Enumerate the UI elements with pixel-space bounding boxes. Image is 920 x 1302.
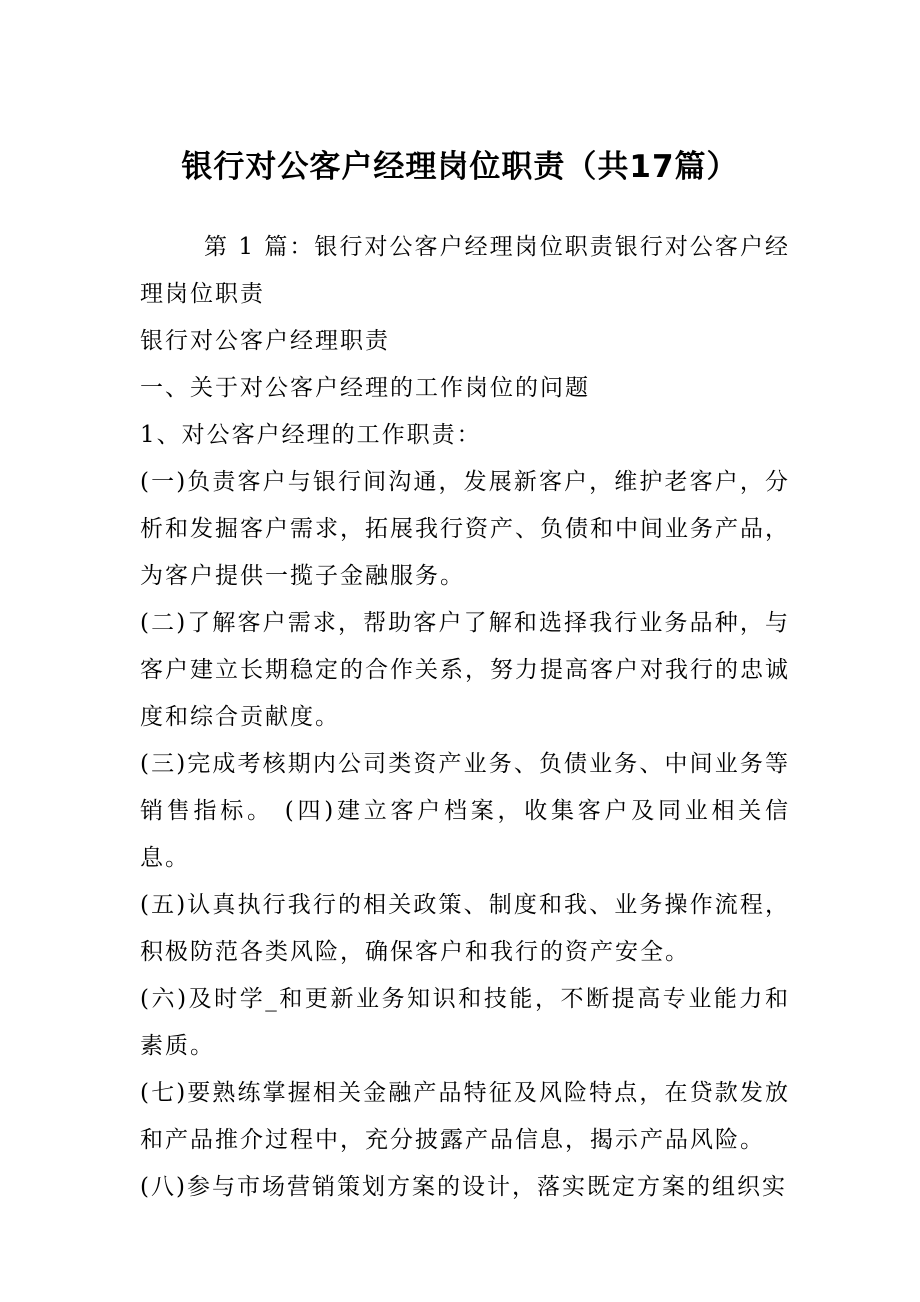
- paragraph: (八)参与市场营销策划方案的设计，落实既定方案的组织实: [140, 1174, 787, 1200]
- paragraph: (三)完成考核期内公司类资产业务、负债业务、中间业务等销售指标。 (四)建立客户档案，收集客户及同业相关信息。: [140, 751, 790, 871]
- document-body: [140, 224, 790, 1211]
- paragraph: (六)及时学_和更新业务知识和技能，不断提高专业能力和素质。: [140, 986, 790, 1059]
- paragraph: (五)认真执行我行的相关政策、制度和我、业务操作流程，积极防范各类风险，确保客户和我行的资产安全。: [140, 892, 790, 965]
- paragraph: (一)负责客户与银行间沟通，发展新客户，维护老客户，分析和发掘客户需求，拓展我行资产、负债和中间业务产品，为客户提供一揽子金融服务。: [140, 469, 790, 589]
- paragraph: 一、关于对公客户经理的工作岗位的问题: [140, 375, 590, 401]
- paragraph: (七)要熟练掌握相关金融产品特征及风险特点，在贷款发放和产品推介过程中，充分披露产品信息，揭示产品风险。: [140, 1080, 790, 1153]
- paragraph: 银行对公客户经理职责: [140, 328, 390, 354]
- paragraph: 1、对公客户经理的工作职责：: [140, 422, 482, 448]
- document-title: 银行对公客户经理岗位职责（共17篇）: [181, 149, 739, 185]
- paragraph: (二)了解客户需求，帮助客户了解和选择我行业务品种，与客户建立长期稳定的合作关系，努力提高客户对我行的忠诚度和综合贡献度。: [140, 610, 790, 730]
- paragraph-heading: 第 1 篇：银行对公客户经理岗位职责银行对公客户经理岗位职责: [140, 234, 790, 307]
